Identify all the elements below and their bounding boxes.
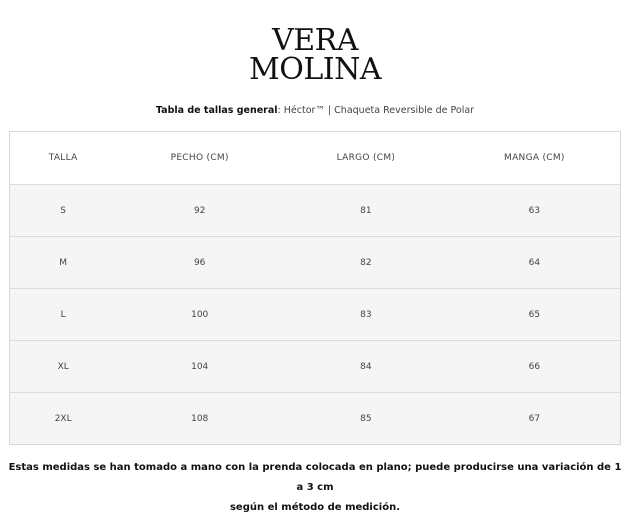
- brand-logo-line1: VERA: [272, 23, 358, 58]
- table-row: [10, 185, 621, 237]
- brand-logo: [0, 23, 630, 87]
- size-chart-table: [9, 131, 621, 445]
- measurement-note: [6, 458, 624, 518]
- cell-talla: L: [10, 289, 117, 341]
- cell-pecho: 96: [116, 237, 283, 289]
- header-manga: MANGA (CM): [449, 132, 621, 185]
- table-row: [10, 393, 621, 445]
- cell-manga: 66: [449, 341, 621, 393]
- cell-pecho: 104: [116, 341, 283, 393]
- measurement-note-line2: según el método de medición.: [229, 502, 401, 513]
- cell-talla: XL: [10, 341, 117, 393]
- subtitle-separator: :: [277, 105, 284, 116]
- header-pecho: PECHO (CM): [116, 132, 283, 185]
- table-row: [10, 341, 621, 393]
- cell-manga: 65: [449, 289, 621, 341]
- cell-pecho: 100: [116, 289, 283, 341]
- table-header-row: [10, 132, 621, 185]
- cell-talla: S: [10, 185, 117, 237]
- cell-largo: 81: [283, 185, 449, 237]
- cell-talla: 2XL: [10, 393, 117, 445]
- table-row: [10, 237, 621, 289]
- table-row: [10, 289, 621, 341]
- cell-pecho: 92: [116, 185, 283, 237]
- product-name: Héctor™ | Chaqueta Reversible de Polar: [283, 105, 475, 116]
- cell-largo: 82: [283, 237, 449, 289]
- brand-logo-line2: MOLINA: [249, 52, 381, 87]
- cell-manga: 67: [449, 393, 621, 445]
- measurement-note-line1: Estas medidas se han tomado a mano con la prenda colocada en plano; puede producirse una variación de 1 a 3 cm: [8, 462, 622, 493]
- header-largo: LARGO (CM): [283, 132, 449, 185]
- cell-manga: 63: [449, 185, 621, 237]
- cell-largo: 84: [283, 341, 449, 393]
- size-chart-title: Tabla de tallas general: [155, 105, 278, 116]
- cell-largo: 83: [283, 289, 449, 341]
- cell-talla: M: [10, 237, 117, 289]
- cell-pecho: 108: [116, 393, 283, 445]
- size-chart-subtitle: [0, 105, 630, 116]
- header-talla: TALLA: [10, 132, 117, 185]
- cell-largo: 85: [283, 393, 449, 445]
- cell-manga: 64: [449, 237, 621, 289]
